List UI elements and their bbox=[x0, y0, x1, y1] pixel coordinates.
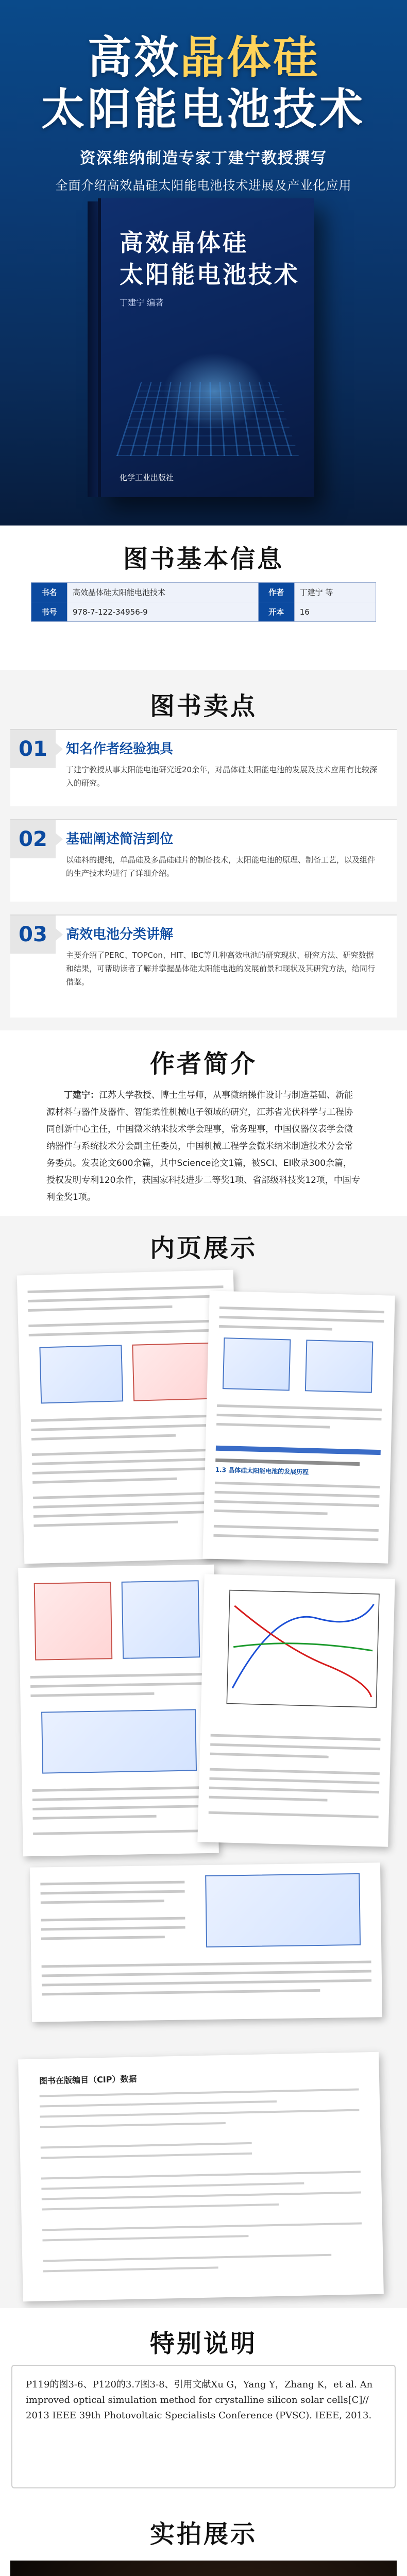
inner-page-sample bbox=[197, 1574, 395, 1847]
cover-author: 丁建宁 编著 bbox=[120, 298, 164, 308]
cover-title-line2: 太阳能电池技术 bbox=[120, 261, 300, 289]
cover-title-line1: 高效晶体硅 bbox=[120, 229, 248, 257]
author-bio bbox=[46, 1087, 361, 1206]
copyright-page-image bbox=[18, 2052, 384, 2302]
hero-title-prefix: 高效 bbox=[88, 32, 180, 83]
info-value: 丁建宁 等 bbox=[294, 583, 376, 602]
photos-section bbox=[0, 2504, 407, 2576]
selling-points-section bbox=[0, 670, 407, 1030]
feature-body: 以硅料的提纯，单晶硅及多晶硅硅片的制备技术，太阳能电池的原理、制备工艺，以及组件的生产技术均进行了详细介绍。 bbox=[66, 855, 376, 878]
inner-page-sample bbox=[30, 1862, 382, 2022]
feature-number: 01 bbox=[10, 730, 56, 768]
photos-heading: 实拍展示 bbox=[149, 2520, 257, 2549]
info-value: 高效晶体硅太阳能电池技术 bbox=[67, 583, 259, 602]
feature-title: 基础阐述简洁到位 bbox=[66, 832, 174, 847]
info-key: 书名 bbox=[31, 583, 67, 602]
hero-banner bbox=[0, 0, 407, 526]
inner-page-heading: 1.3 晶体硅太阳能电池的发展历程 bbox=[215, 1466, 309, 1476]
feature-body: 主要介绍了PERC、TOPCon、HIT、IBC等几种高效电池的研究现状、研究方法、研究数据和结果，可帮助读者了解并掌握晶体硅太阳能电池的发展前景和现状及其研究方法，给同行借鉴。 bbox=[66, 951, 376, 987]
author-heading: 作者简介 bbox=[149, 1049, 257, 1078]
inner-page-sample bbox=[18, 1565, 219, 1857]
info-key: 书号 bbox=[31, 602, 67, 622]
info-table bbox=[31, 582, 376, 622]
cover-publisher: 化学工业出版社 bbox=[120, 473, 174, 482]
hero-title-accent: 晶体硅 bbox=[180, 32, 319, 83]
hero-title bbox=[0, 32, 407, 135]
feature-item-1 bbox=[10, 729, 397, 806]
info-key: 作者 bbox=[258, 583, 294, 602]
hero-subtitle-block bbox=[0, 145, 407, 193]
book-info-section bbox=[0, 526, 407, 670]
feature-body: 丁建宁教授从事太阳能电池研究近20余年，对晶体硅太阳能电池的发展及技术应用有比较深入的研究。 bbox=[66, 765, 378, 788]
feature-title: 高效电池分类讲解 bbox=[66, 927, 174, 942]
inner-page-sample bbox=[202, 1291, 395, 1563]
info-key: 开本 bbox=[258, 602, 294, 622]
info-value: 16 bbox=[294, 602, 376, 622]
info-heading: 图书基本信息 bbox=[123, 545, 284, 573]
feature-item-3 bbox=[10, 914, 397, 1018]
inner-heading: 内页展示 bbox=[149, 1234, 257, 1263]
special-note-section bbox=[0, 2308, 407, 2504]
product-photo bbox=[10, 2561, 397, 2576]
author-name: 丁建宁： bbox=[64, 1090, 99, 1100]
hero-title-line2: 太阳能电池技术 bbox=[41, 84, 366, 134]
special-note-text: P119的图3-6、P120的3.7图3-8、引用文献Xu G，Yang Y，Zhang K，et al. An improved optical simulation method for crystalline silicon solar cells[C]// 2013 IEEE 39th Photovoltaic Specialists Conference (PVSC). IEEE, 2013. bbox=[11, 2365, 396, 2488]
inner-page-plot bbox=[211, 1585, 385, 1723]
inner-pages-section bbox=[0, 1216, 407, 2040]
info-value: 978-7-122-34956-9 bbox=[67, 602, 259, 622]
author-section bbox=[0, 1030, 407, 1216]
cover-solar-grid bbox=[116, 382, 299, 456]
feature-title: 知名作者经验独具 bbox=[66, 741, 174, 757]
special-heading: 特别说明 bbox=[149, 2329, 257, 2358]
feature-item-2 bbox=[10, 819, 397, 902]
inner-page-heading-bar bbox=[215, 1459, 360, 1466]
info-row bbox=[31, 583, 376, 602]
copyright-page-section bbox=[0, 2040, 407, 2308]
hero-book-image bbox=[77, 198, 330, 507]
book-cover bbox=[98, 198, 314, 497]
hero-subtitle: 资深维纳制造专家丁建宁教授撰写 bbox=[80, 149, 327, 167]
feature-number: 03 bbox=[10, 916, 56, 954]
author-bio-text: 江苏大学教授、博士生导师，从事微纳操作设计与制造基础、新能源材料与器件及器件、智能柔性机械电子领域的研究，江苏省光伏科学与工程协同创新中心主任，中国微米纳米技术学会理事，常务理事，中国仪器仪表学会微纳器件与系统技术分会副主任委员，中国机械工程学会微米纳米制造技术分会常务委员。发表论文600余篇，其中Science论文1篇，被SCI、EI收录300余篇，授权发明专利120余件，获国家科技进步二等奖1项、省部级科技奖12项，中国专利金奖1项。 bbox=[46, 1090, 360, 1202]
info-row bbox=[31, 602, 376, 622]
cip-title: 图书在版编目（CIP）数据 bbox=[39, 2074, 137, 2086]
feature-number: 02 bbox=[10, 820, 56, 858]
features-heading: 图书卖点 bbox=[149, 692, 257, 721]
hero-subtitle-secondary: 全面介绍高效晶硅太阳能电池技术进展及产业化应用 bbox=[55, 178, 352, 193]
